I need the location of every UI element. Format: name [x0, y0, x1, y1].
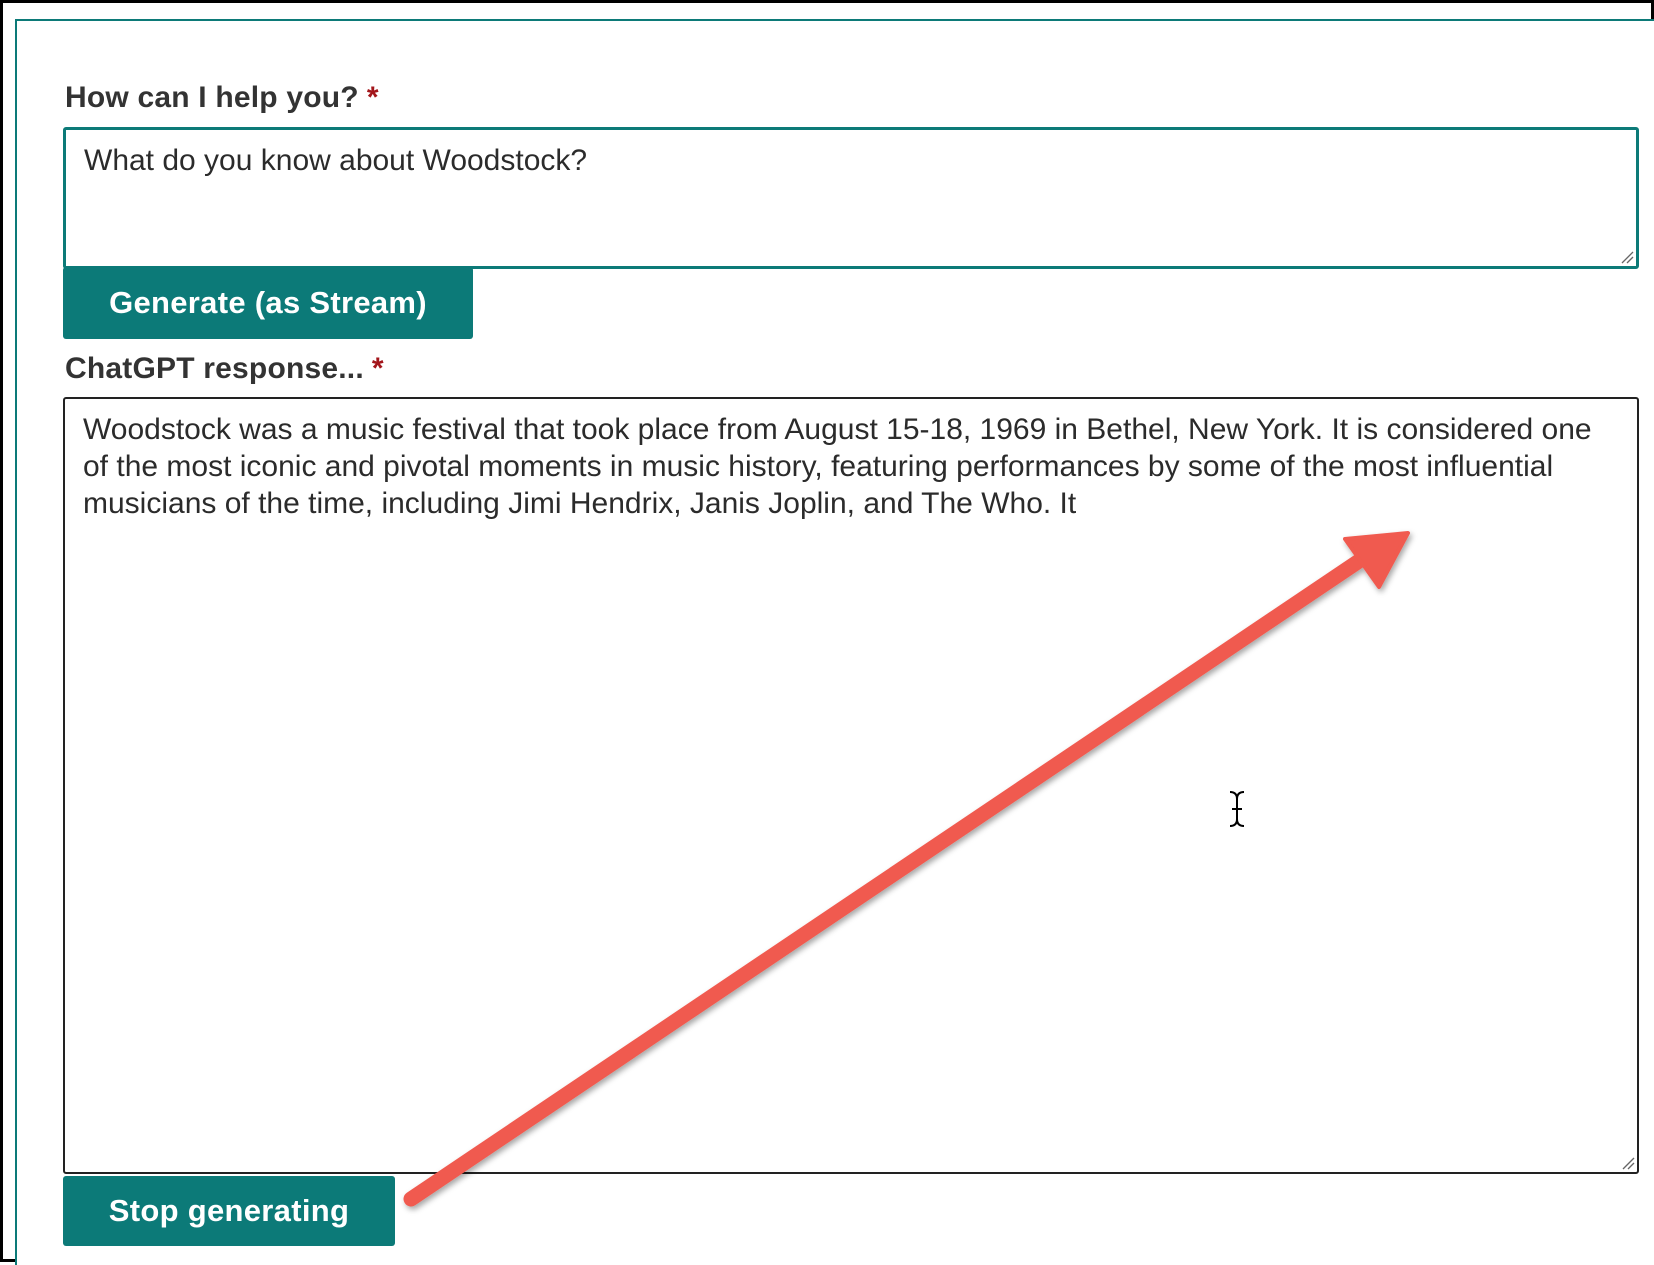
prompt-label [65, 81, 379, 115]
response-text: Woodstock was a music festival that took place from August 15-18, 1969 in Bethel, New York. It is considered one of the most iconic and pivotal moments in music history, featuring performances by some of the most influential musicians of the time, including Jimi Hendrix, Janis Joplin, and The Who. It [83, 413, 1592, 520]
prompt-label-text: How can I help you? [65, 81, 359, 114]
resize-grip-icon[interactable] [1621, 1156, 1635, 1170]
prompt-input[interactable] [63, 127, 1639, 269]
response-required-marker: * [371, 352, 384, 385]
prompt-input-value: What do you know about Woodstock? [84, 144, 588, 177]
stop-generating-button[interactable]: Stop generating [63, 1176, 395, 1246]
response-textarea[interactable] [63, 397, 1639, 1174]
response-label [65, 352, 384, 386]
resize-grip-icon[interactable] [1620, 250, 1634, 264]
response-label-text: ChatGPT response... [65, 352, 364, 385]
generate-stream-button[interactable]: Generate (as Stream) [63, 267, 473, 339]
prompt-required-marker: * [366, 81, 379, 114]
